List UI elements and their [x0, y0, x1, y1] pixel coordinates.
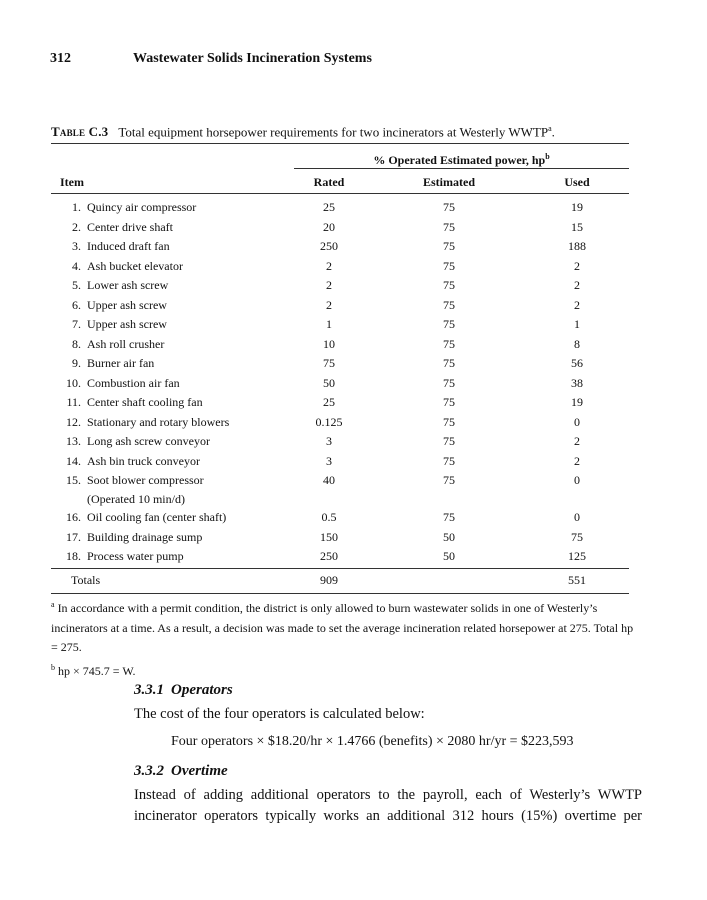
cell-item [60, 276, 280, 296]
operators-paragraph: The cost of the four operators is calculated below: [134, 706, 425, 722]
cell-item-number: 14. [66, 453, 81, 468]
table-label: Table C.3 [51, 124, 109, 140]
cell-item-name: Lower ash screw [87, 278, 169, 292]
cell-rated: 40 [323, 473, 335, 487]
cell-rated: 2 [326, 258, 332, 273]
totals-row [51, 571, 629, 589]
table-row [51, 471, 629, 508]
cell-estimated: 75 [443, 278, 455, 292]
cell-used: 1 [574, 317, 580, 331]
cell-estimated: 75 [443, 434, 455, 448]
cell-item [60, 315, 280, 335]
cell-item-number: 9. [72, 356, 81, 370]
cell-rated: 75 [323, 356, 335, 370]
cell-item-number: 2. [72, 219, 81, 234]
table-row [51, 335, 629, 355]
cell-item-number: 4. [72, 258, 81, 273]
cell-item [60, 335, 280, 355]
cell-used: 2 [574, 434, 580, 448]
cell-item-number: 15. [66, 473, 81, 487]
cell-item-number: 16. [66, 510, 81, 524]
table-notes [51, 595, 636, 681]
cell-estimated: 75 [443, 414, 455, 429]
section-number-overtime: 3.3.2 [134, 763, 164, 779]
running-title: Wastewater Solids Incineration Systems [133, 51, 372, 66]
table-caption-note-mark: a [548, 124, 552, 133]
cell-item [60, 374, 280, 394]
cell-item [60, 237, 280, 257]
cell-item-name: Upper ash screw [87, 297, 167, 312]
table-caption: Table C.3 Total equipment horsepower requirements for two incinerators at Westerly WWTP$^a$. [51, 124, 555, 140]
table-row [51, 393, 629, 413]
cell-item-name: Center drive shaft [87, 219, 173, 234]
cell-estimated: 75 [443, 239, 455, 253]
note-b-text: hp × 745.7 = W. [58, 663, 136, 678]
table-row [51, 218, 629, 238]
cell-item-name: Burner air fan [87, 356, 155, 370]
operators-cost-formula: Four operators × $18.20/hr × 1.4766 (benefits) × 2080 hr/yr = $223,593 [171, 734, 574, 749]
cell-rated: 20 [323, 219, 335, 234]
cell-item-number: 13. [66, 434, 81, 448]
cell-item [60, 257, 280, 277]
cell-used: 2 [574, 258, 580, 273]
table-row [51, 257, 629, 277]
overtime-paragraph-line-1: Instead of adding additional operators to the payroll, each of Westerly’s WWTP [134, 787, 642, 803]
table-top-rule [51, 143, 629, 144]
cell-item-number: 17. [66, 529, 81, 544]
table-caption-text: Total equipment horsepower requirements for two incinerators at Westerly WWTP [118, 124, 549, 140]
table-row [51, 547, 629, 567]
cell-item-number: 8. [72, 336, 81, 351]
page-number: 312 [50, 51, 71, 66]
cell-estimated: 75 [443, 510, 455, 524]
cell-used: 0 [574, 510, 580, 524]
cell-item-number: 12. [66, 414, 81, 429]
cell-item-number: 1. [72, 200, 81, 214]
cell-item [60, 508, 280, 528]
cell-rated: 250 [320, 239, 338, 253]
column-header-rated: Rated [313, 175, 345, 189]
cell-used: 2 [574, 297, 580, 312]
cell-item-name: Building drainage sump [87, 529, 203, 544]
cell-used: 19 [571, 200, 583, 214]
cell-item [60, 528, 280, 548]
cell-rated: 1 [326, 317, 332, 331]
cell-item [60, 432, 280, 452]
cell-item-name: Process water pump [87, 549, 184, 563]
cell-rated: 3 [326, 434, 332, 448]
cell-item-number: 10. [66, 375, 81, 390]
cell-item [60, 354, 280, 374]
note-b [51, 658, 636, 682]
table-row [51, 528, 629, 548]
table-row [51, 508, 629, 528]
table-row [51, 315, 629, 335]
cell-used: 0 [574, 414, 580, 429]
cell-rated: 2 [326, 297, 332, 312]
cell-used: 188 [568, 239, 586, 253]
cell-item [60, 296, 280, 316]
cell-rated: 0.125 [315, 414, 343, 429]
cell-item-number: 11. [66, 395, 81, 409]
cell-item-name: Soot blower compressor [87, 473, 204, 487]
table-row [51, 296, 629, 316]
totals-rated: 909 [320, 573, 338, 587]
cell-item [60, 471, 280, 508]
cell-item-number: 6. [72, 297, 81, 312]
cell-item-number: 5. [72, 278, 81, 292]
cell-rated: 150 [320, 529, 338, 544]
totals-label: Totals [71, 573, 101, 587]
cell-item-name: Ash bucket elevator [87, 258, 183, 273]
cell-item-number: 3. [72, 239, 81, 253]
totals-rule [51, 568, 629, 569]
column-header-used: Used [564, 175, 590, 189]
cell-rated: 3 [326, 453, 332, 468]
cell-used: 38 [571, 375, 583, 390]
table-row [51, 432, 629, 452]
cell-estimated: 75 [443, 297, 455, 312]
cell-used: 125 [568, 549, 586, 563]
table-row [51, 354, 629, 374]
cell-used: 8 [574, 336, 580, 351]
cell-rated: 50 [323, 375, 335, 390]
cell-estimated: 75 [443, 200, 455, 214]
section-heading-operators [134, 682, 233, 699]
section-title-operators: Operators [171, 682, 233, 698]
section-number-operators: 3.3.1 [134, 682, 164, 698]
table-row [51, 413, 629, 433]
column-header-item: Item [60, 175, 84, 189]
table-row [51, 198, 629, 218]
cell-item [60, 198, 280, 218]
span-header-rule [294, 168, 629, 169]
cell-estimated: 75 [443, 473, 455, 487]
table-row [51, 374, 629, 394]
table-row [51, 276, 629, 296]
cell-rated: 0.5 [321, 510, 337, 524]
note-b-mark: b [51, 662, 55, 672]
cell-estimated: 75 [443, 453, 455, 468]
note-a-mark: a [51, 600, 55, 609]
cell-item-name: Ash bin truck conveyor [87, 453, 200, 468]
span-header [294, 152, 629, 168]
cell-item-name: Stationary and rotary blowers [87, 414, 230, 429]
cell-item-name: Quincy air compressor [87, 200, 197, 214]
table-body [51, 198, 629, 567]
cell-item-name: Upper ash screw [87, 317, 167, 331]
cell-estimated: 75 [443, 375, 455, 390]
cell-item [60, 393, 280, 413]
cell-item-number: 18. [66, 549, 81, 563]
cell-rated: 25 [323, 200, 335, 214]
cell-item-name: Induced draft fan [87, 239, 170, 253]
cell-used: 15 [571, 219, 583, 234]
note-a [51, 595, 636, 658]
table-row [51, 237, 629, 257]
cell-item-name: Long ash screw conveyor [87, 434, 210, 448]
cell-item [60, 218, 280, 238]
overtime-paragraph-line-2: incinerator operators typically works an additional 312 hours (15%) overtime per [134, 808, 642, 824]
cell-item-name: Center shaft cooling fan [87, 395, 203, 409]
cell-estimated: 50 [443, 529, 455, 544]
cell-used: 2 [574, 278, 580, 292]
section-title-overtime: Overtime [171, 763, 228, 779]
cell-estimated: 75 [443, 395, 455, 409]
cell-rated: 10 [323, 336, 335, 351]
cell-used: 75 [571, 529, 583, 544]
cell-item-name: Oil cooling fan (center shaft) [87, 510, 227, 524]
cell-item-name: Combustion air fan [87, 375, 180, 390]
cell-used: 2 [574, 453, 580, 468]
cell-used: 0 [574, 473, 580, 487]
column-header-estimated: Estimated [423, 175, 475, 189]
cell-rated: 2 [326, 278, 332, 292]
cell-estimated: 75 [443, 219, 455, 234]
cell-item-name: Ash roll crusher [87, 336, 165, 351]
cell-estimated: 75 [443, 336, 455, 351]
span-header-text: % Operated Estimated power, hp [373, 153, 546, 167]
table-bottom-rule [51, 593, 629, 594]
cell-estimated: 75 [443, 356, 455, 370]
note-a-text: In accordance with a permit condition, the district is only allowed to burn wastewater solids in one of Westerly’s incinerators at a time. As a result, a decision was made to set the average incineration related horsepower at 275. Total hp = 275. [51, 601, 634, 654]
cell-item-number: 7. [72, 317, 81, 331]
section-heading-overtime [134, 763, 228, 780]
cell-estimated: 50 [443, 549, 455, 563]
cell-item [60, 452, 280, 472]
cell-used: 56 [571, 356, 583, 370]
cell-item [60, 547, 280, 567]
cell-used: 19 [571, 395, 583, 409]
table-row [51, 452, 629, 472]
header-rule [51, 193, 629, 194]
cell-estimated: 75 [443, 258, 455, 273]
cell-estimated: 75 [443, 317, 455, 331]
cell-rated: 250 [320, 549, 338, 563]
span-header-note-mark: b [545, 152, 550, 161]
totals-used: 551 [568, 573, 586, 587]
cell-item-subnote: (Operated 10 min/d) [87, 491, 185, 506]
cell-item [60, 413, 280, 433]
cell-rated: 25 [323, 395, 335, 409]
